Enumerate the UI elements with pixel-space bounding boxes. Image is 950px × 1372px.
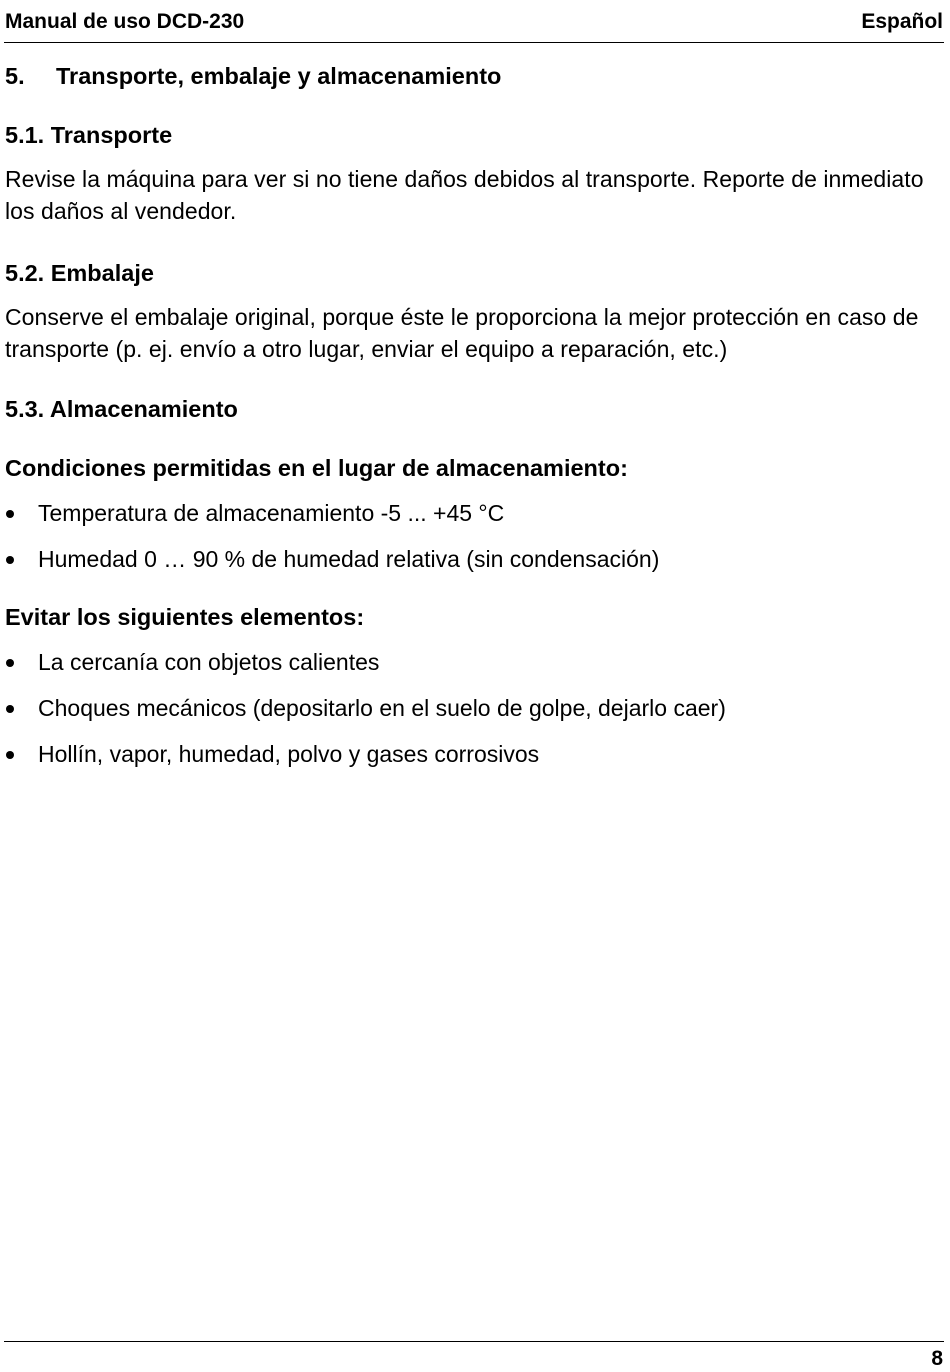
avoid-list — [5, 647, 940, 770]
list-item-text: Humedad 0 … 90 % de humedad relativa (sin condensación) — [38, 546, 660, 572]
section-heading — [5, 60, 940, 92]
bullet-icon — [6, 705, 14, 713]
list-item — [5, 544, 940, 575]
storage-heading: 5.3. Almacenamiento — [5, 396, 238, 422]
list-item-text: Hollín, vapor, humedad, polvo y gases corrosivos — [38, 741, 540, 767]
language-label: Español — [861, 10, 943, 33]
page-header — [4, 8, 944, 43]
manual-title: Manual de uso DCD-230 — [5, 10, 245, 33]
bullet-icon — [6, 556, 14, 564]
bullet-icon — [6, 659, 14, 667]
section-number: 5. — [5, 63, 25, 89]
list-item — [5, 739, 940, 770]
document-body — [5, 60, 940, 796]
list-item-text: Temperatura de almacenamiento -5 ... +45 °C — [38, 500, 505, 526]
packaging-heading: 5.2. Embalaje — [5, 260, 154, 286]
page-number: 8 — [931, 1347, 943, 1370]
avoid-heading: Evitar los siguientes elementos: — [5, 604, 365, 630]
transport-heading: 5.1. Transporte — [5, 122, 173, 148]
list-item-text: La cercanía con objetos calientes — [38, 649, 380, 675]
bullet-icon — [6, 510, 14, 518]
list-item — [5, 693, 940, 724]
conditions-heading: Condiciones permitidas en el lugar de almacenamiento: — [5, 455, 628, 481]
bullet-icon — [6, 751, 14, 759]
page-footer — [4, 1341, 944, 1372]
transport-paragraph: Revise la máquina para ver si no tiene daños debidos al transporte. Reporte de inmediato los daños al vendedor. — [5, 166, 924, 224]
section-title: Transporte, embalaje y almacenamiento — [56, 63, 502, 89]
list-item — [5, 498, 940, 529]
conditions-list — [5, 498, 940, 575]
list-item — [5, 647, 940, 678]
list-item-text: Choques mecánicos (depositarlo en el suelo de golpe, dejarlo caer) — [38, 695, 726, 721]
packaging-paragraph: Conserve el embalaje original, porque éste le proporciona la mejor protección en caso de transporte (p. ej. envío a otro lugar, enviar el equipo a reparación, etc.) — [5, 304, 919, 362]
